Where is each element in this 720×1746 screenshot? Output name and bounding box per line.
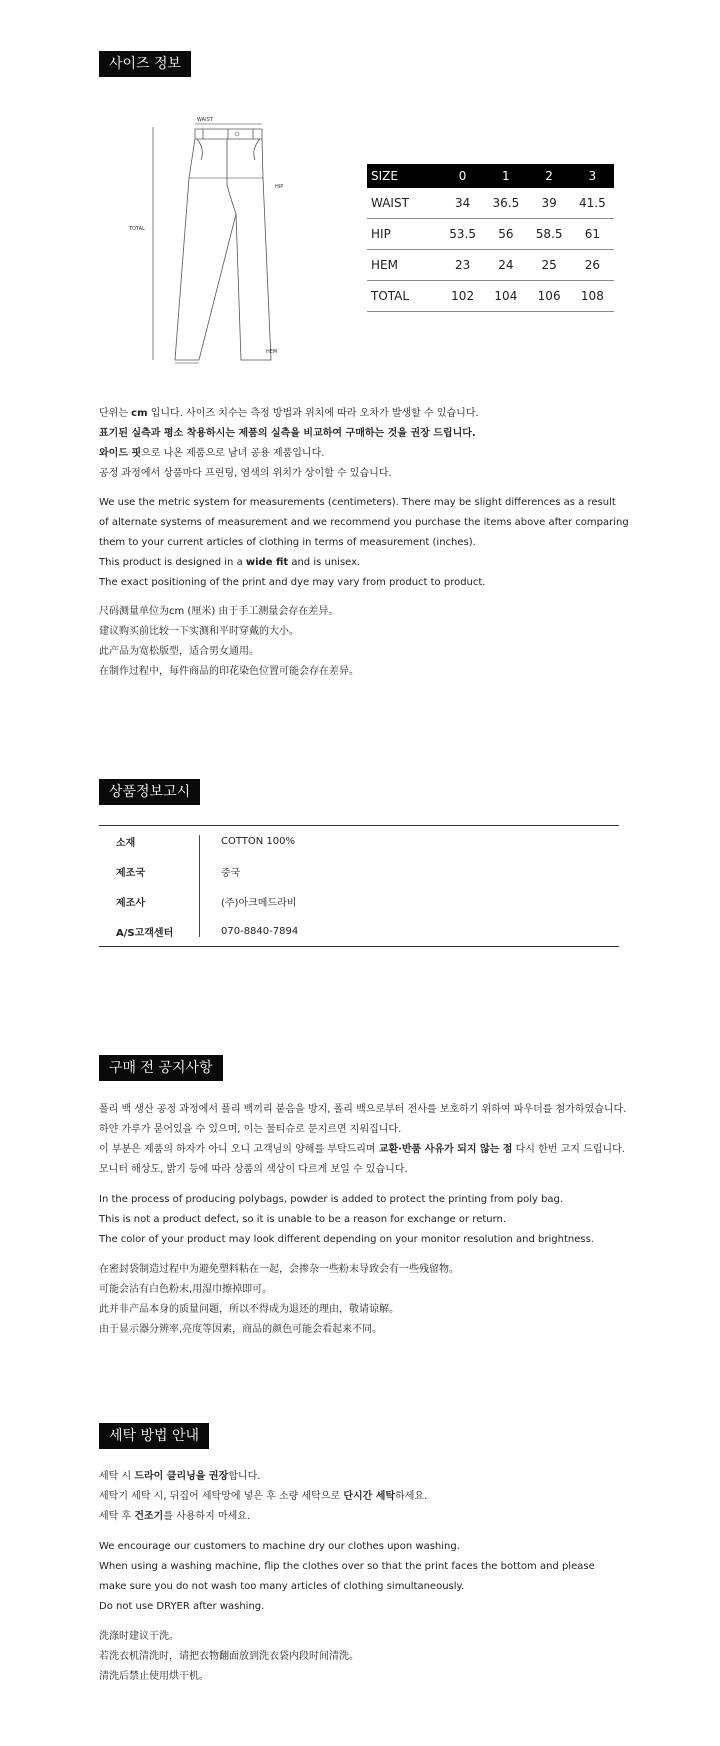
button-icon (235, 132, 239, 136)
text-line: The exact positioning of the print and dye may vary from product to product. (99, 577, 486, 588)
diagram-label-total: TOTAL (129, 226, 145, 232)
table-row (367, 281, 614, 312)
size-notes-chinese (99, 602, 359, 682)
row-label: HIP (367, 219, 441, 250)
size-table (367, 164, 614, 312)
wash-korean (99, 1467, 427, 1527)
text-line: 在密封袋制造过程中为避免塑料粘在一起，会掺杂一些粉末导致会有一些残留物。 (99, 1264, 459, 1275)
text-line: 단위는 cm 입니다. 사이즈 치수는 측정 방법과 위치에 따라 오차가 발생할 수 있습니다. (99, 408, 479, 419)
table-cell: 108 (571, 281, 614, 312)
table-row (367, 188, 614, 219)
notice-english (99, 1190, 594, 1250)
table-cell: 34 (441, 188, 484, 219)
text-line: 洗涤时建议干洗。 (99, 1631, 179, 1642)
size-header-0: 0 (441, 164, 484, 188)
info-key: 제조국 (116, 867, 145, 879)
row-label: TOTAL (367, 281, 441, 312)
table-cell: 104 (484, 281, 527, 312)
diagram-label-hem: HEM (266, 349, 278, 355)
product-info-table (99, 825, 619, 947)
info-value: (주)아크메드라비 (221, 897, 297, 909)
size-header-3: 3 (571, 164, 614, 188)
text-line: Do not use DRYER after washing. (99, 1601, 265, 1612)
size-notes-english (99, 493, 629, 593)
table-cell: 106 (528, 281, 571, 312)
table-cell: 23 (441, 250, 484, 281)
text-line: of alternate systems of measurement and we recommend you purchase the items above after comparing (99, 517, 629, 528)
text-line: The color of your product may look different depending on your monitor resolution and brightness. (99, 1234, 594, 1245)
text-line: We encourage our customers to machine dry our clothes upon washing. (99, 1541, 460, 1552)
table-cell: 58.5 (528, 219, 571, 250)
size-header-1: 1 (484, 164, 527, 188)
info-key: A/S고객센터 (116, 927, 174, 939)
text-line: When using a washing machine, flip the clothes over so that the print faces the bottom and please (99, 1561, 595, 1572)
pants-diagram (129, 115, 315, 365)
info-value: COTTON 100% (221, 835, 296, 847)
text-line: 若洗衣机清洗时，请把衣物翻面放到洗衣袋内段时间清洗。 (99, 1651, 359, 1662)
row-label: HEM (367, 250, 441, 281)
text-line: 尺码测量单位为cm (厘米) 由于手工测量会存在差异。 (99, 606, 339, 617)
table-cell: 41.5 (571, 188, 614, 219)
notice-chinese (99, 1260, 459, 1340)
table-cell: 56 (484, 219, 527, 250)
notice-korean (99, 1100, 626, 1180)
table-row (367, 219, 614, 250)
info-key: 제조사 (116, 897, 145, 909)
info-row-country (99, 856, 619, 886)
table-cell: 53.5 (441, 219, 484, 250)
text-line: 此并非产品本身的质量问题，所以不得成为退还的理由，敬请谅解。 (99, 1304, 399, 1315)
text-line: This product is designed in a wide fit and is unisex. (99, 557, 361, 568)
size-header-label: SIZE (367, 164, 441, 188)
text-line: 可能会沾有白色粉末,用湿巾擦掉即可。 (99, 1284, 273, 1295)
size-table-header (367, 164, 614, 188)
text-line: 공정 과정에서 상품마다 프린팅, 염색의 위치가 상이할 수 있습니다. (99, 468, 392, 479)
text-line: 建议购买前比较一下实测和平时穿戴的大小。 (99, 626, 299, 637)
text-line: 在制作过程中，每件商品的印花染色位置可能会存在差异。 (99, 666, 359, 677)
info-divider (199, 835, 200, 937)
text-line: 표기된 실측과 평소 착용하시는 제품의 실측을 비교하여 구매하는 것을 권장 드립니다. (99, 428, 476, 439)
diagram-label-waist: WAIST (197, 117, 213, 123)
size-section-title: 사이즈 정보 (99, 51, 191, 77)
table-cell: 61 (571, 219, 614, 250)
text-line: 이 부분은 제품의 하자가 아니 오니 고객님의 양해를 부탁드리며 교환·반품 사유가 되지 않는 점 다시 한번 고지 드립니다. (99, 1144, 625, 1155)
table-cell: 24 (484, 250, 527, 281)
text-line: 하얀 가루가 묻어있을 수 있으며, 이는 물티슈로 문지르면 지워집니다. (99, 1124, 402, 1135)
text-line: We use the metric system for measurements (centimeters). There may be slight differences as a result (99, 497, 616, 508)
text-line: 폴리 백 생산 공정 과정에서 폴리 백끼리 붙음을 방지, 폴리 백으로부터 전사를 보호하기 위하여 파우더를 첨가하였습니다. (99, 1104, 627, 1115)
text-line: 由于显示器分辨率,亮度等因素，商品的颜色可能会看起来不同。 (99, 1324, 383, 1335)
text-line: 세탁 후 건조기를 사용하지 마세요. (99, 1511, 251, 1522)
text-line: them to your current articles of clothing in terms of measurement (inches). (99, 537, 476, 548)
row-label: WAIST (367, 188, 441, 219)
text-line: 세탁기 세탁 시, 뒤집어 세탁망에 넣은 후 소량 세탁으로 단시간 세탁하세요. (99, 1491, 428, 1502)
table-cell: 102 (441, 281, 484, 312)
info-section-title: 상품정보고시 (99, 779, 200, 805)
table-row (367, 250, 614, 281)
table-cell: 39 (528, 188, 571, 219)
text-line: 此产品为宽松版型，适合男女通用。 (99, 646, 259, 657)
info-value: 070-8840-7894 (221, 925, 299, 937)
info-row-manufacturer (99, 886, 619, 916)
size-notes-korean (99, 404, 479, 484)
diagram-label-hip: HIP (275, 184, 284, 190)
table-cell: 26 (571, 250, 614, 281)
table-cell: 25 (528, 250, 571, 281)
info-key: 소재 (116, 837, 136, 849)
notice-section-title: 구매 전 공지사항 (99, 1055, 223, 1081)
size-header-2: 2 (528, 164, 571, 188)
wash-english (99, 1537, 595, 1617)
info-row-cs (99, 916, 619, 946)
table-cell: 36.5 (484, 188, 527, 219)
text-line: 清洗后禁止使用烘干机。 (99, 1671, 209, 1682)
text-line: 와이드 핏으로 나온 제품으로 남녀 공용 제품입니다. (99, 448, 325, 459)
text-line: 세탁 시 드라이 클리닝을 권장합니다. (99, 1471, 261, 1482)
wash-section-title: 세탁 방법 안내 (99, 1423, 209, 1449)
text-line: In the process of producing polybags, powder is added to protect the printing from poly bag. (99, 1194, 564, 1205)
text-line: make sure you do not wash too many articles of clothing simultaneously. (99, 1581, 465, 1592)
text-line: This is not a product defect, so it is unable to be a reason for exchange or return. (99, 1214, 507, 1225)
info-row-material (99, 826, 619, 856)
info-value: 중국 (221, 867, 241, 879)
text-line: 모니터 해상도, 밝기 등에 따라 상품의 색상이 다르게 보일 수 있습니다. (99, 1164, 408, 1175)
wash-chinese (99, 1627, 359, 1687)
